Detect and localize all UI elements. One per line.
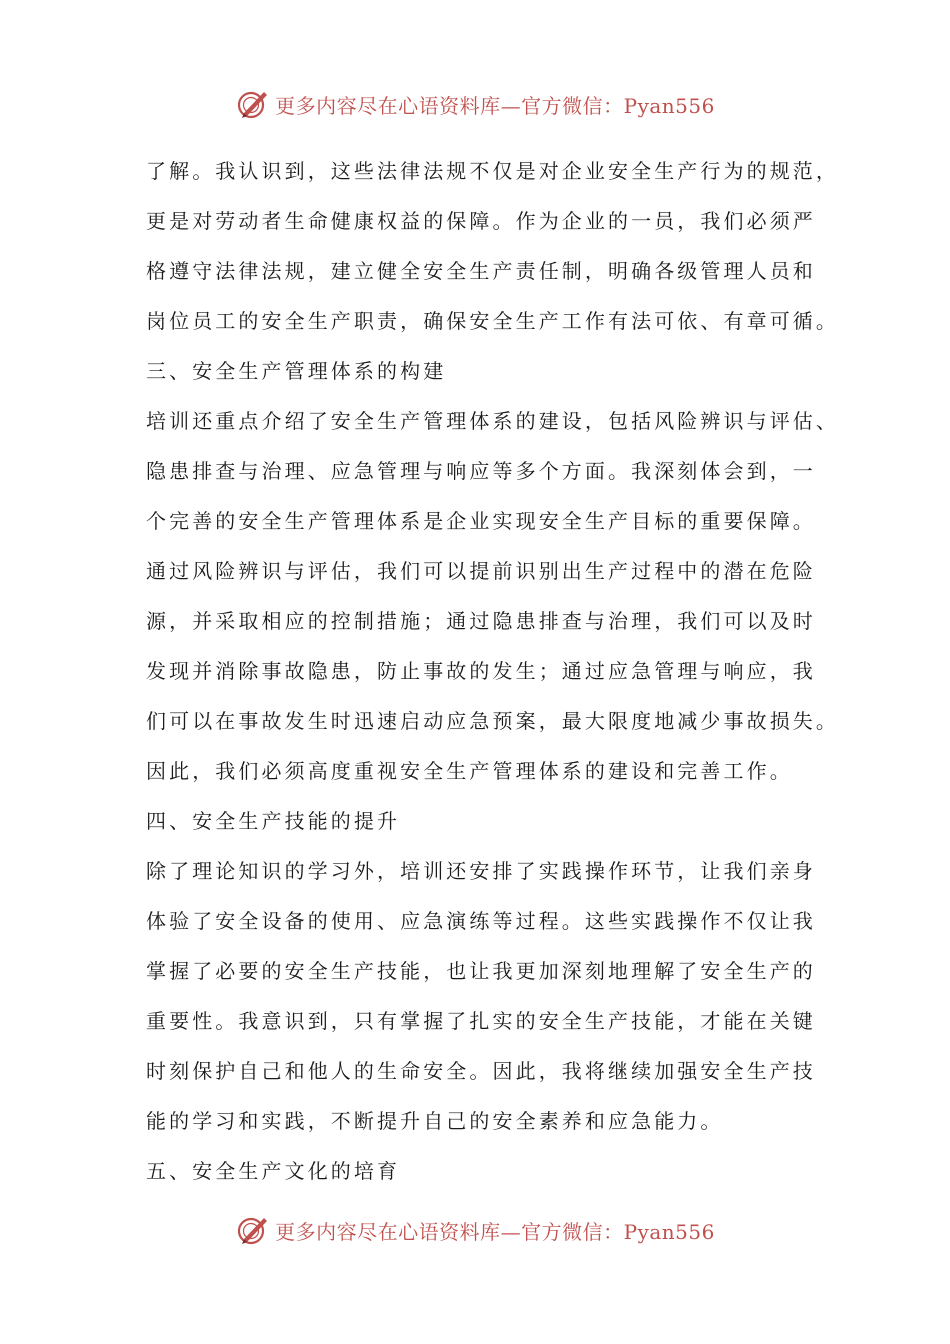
footer-banner-text: 更多内容尽在心语资料库—官方微信：Pyan556 (275, 1219, 715, 1244)
body-line: 重要性。我意识到，只有掌握了扎实的安全生产技能，才能在关键 (146, 1009, 816, 1033)
header-banner-text: 更多内容尽在心语资料库—官方微信：Pyan556 (275, 93, 715, 118)
footer-banner (0, 1210, 950, 1250)
section-heading: 五、安全生产文化的培育 (146, 1159, 401, 1183)
body-line: 掌握了必要的安全生产技能，也让我更加深刻地理解了安全生产的 (146, 959, 816, 983)
pen-circle-logo-icon (235, 86, 271, 122)
section-heading: 四、安全生产技能的提升 (146, 809, 401, 833)
body-line: 因此，我们必须高度重视安全生产管理体系的建设和完善工作。 (146, 759, 793, 783)
body-line: 培训还重点介绍了安全生产管理体系的建设，包括风险辨识与评估、 (146, 409, 839, 433)
body-line: 岗位员工的安全生产职责，确保安全生产工作有法可依、有章可循。 (146, 309, 839, 333)
document-body (146, 146, 839, 1196)
body-line: 能的学习和实践，不断提升自己的安全素养和应急能力。 (146, 1109, 724, 1133)
body-line: 更是对劳动者生命健康权益的保障。作为企业的一员，我们必须严 (146, 209, 816, 233)
body-line: 除了理论知识的学习外，培训还安排了实践操作环节，让我们亲身 (146, 859, 816, 883)
pen-circle-logo-icon (235, 1212, 271, 1248)
body-line: 时刻保护自己和他人的生命安全。因此，我将继续加强安全生产技 (146, 1059, 816, 1083)
body-line: 通过风险辨识与评估，我们可以提前识别出生产过程中的潜在危险 (146, 559, 816, 583)
body-line: 发现并消除事故隐患，防止事故的发生；通过应急管理与响应，我 (146, 659, 816, 683)
body-line: 源，并采取相应的控制措施；通过隐患排查与治理，我们可以及时 (146, 609, 816, 633)
body-line: 了解。我认识到，这些法律法规不仅是对企业安全生产行为的规范， (146, 159, 839, 183)
header-banner (0, 84, 950, 124)
body-line: 们可以在事故发生时迅速启动应急预案，最大限度地减少事故损失。 (146, 709, 839, 733)
section-heading: 三、安全生产管理体系的构建 (146, 359, 447, 383)
body-line: 个完善的安全生产管理体系是企业实现安全生产目标的重要保障。 (146, 509, 816, 533)
body-line: 隐患排查与治理、应急管理与响应等多个方面。我深刻体会到，一 (146, 459, 816, 483)
body-line: 体验了安全设备的使用、应急演练等过程。这些实践操作不仅让我 (146, 909, 816, 933)
body-line: 格遵守法律法规，建立健全安全生产责任制，明确各级管理人员和 (146, 259, 816, 283)
